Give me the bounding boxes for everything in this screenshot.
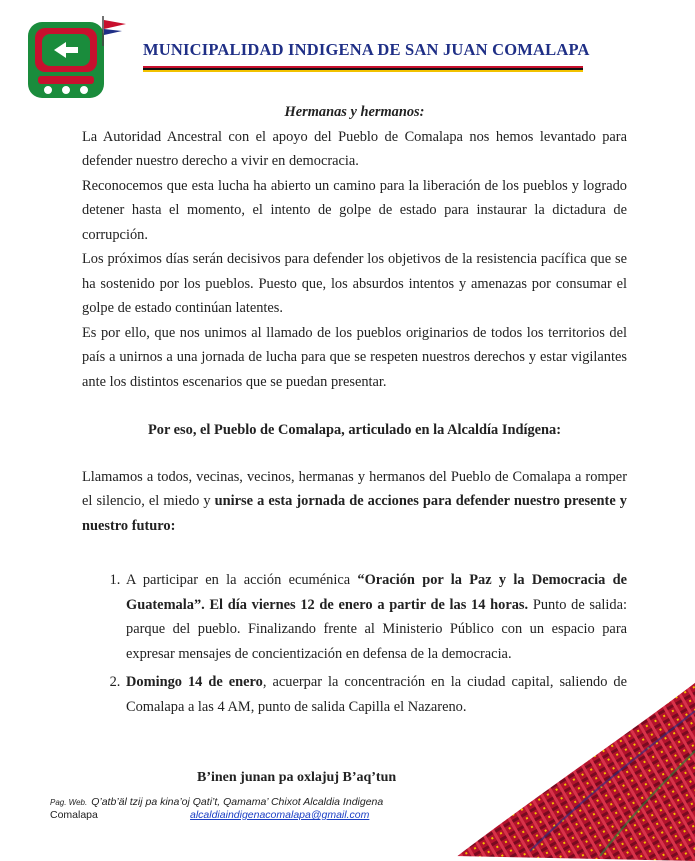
paragraph: La Autoridad Ancestral con el apoyo del Pueblo de Comalapa nos hemos levantado para defender nuestro derecho a vivir en democracia.: [82, 128, 627, 169]
flag-icon: [100, 16, 128, 46]
footer-city: Comalapa: [50, 809, 98, 821]
footer: [50, 796, 383, 822]
web-text: Q’atb’äl tzij pa kina’oj Qati’t, Qamama’ Chixot Alcaldia Indigena: [91, 796, 384, 808]
header-stripes: [143, 66, 583, 72]
web-label: Pag. Web.: [50, 798, 88, 807]
item-text: Punto de salida: parque del pueblo. Finalizando frente al Ministerio Público con un espacio para expresar mensajes de concientización en defensa de la democracia.: [126, 596, 627, 662]
textile-corner-decoration: [450, 671, 695, 861]
paragraph: Es por ello, que nos unimos al llamado de los pueblos originarios de todos los territorios del país a unirnos a una jornada de lucha para que se respeten nuestros derechos y estar vigilantes ante los distintos escenarios que se puedan presentar.: [82, 324, 627, 390]
greeting: Hermanas y hermanos:: [284, 104, 425, 120]
org-title: MUNICIPALIDAD INDIGENA DE SAN JUAN COMALAPA: [143, 40, 590, 59]
call-to-action: [82, 465, 627, 539]
letter-body: [82, 96, 627, 723]
item-text: A participar en la acción ecuménica: [126, 572, 358, 588]
item-bold: “Oración por la Paz y la Democracia de Guatemala”. El día viernes 12 de enero a partir de las 14 horas.: [126, 572, 627, 613]
paragraph: Reconocemos que esta lucha ha abierto un camino para la liberación de los pueblos y logrado detener hasta el momento, el intento de golpe de estado para instaurar la dictadura de corrupción.: [82, 177, 627, 243]
call-text: Llamamos a todos, vecinas, vecinos, hermanas y hermanos del Pueblo de Comalapa a romper el silencio, el miedo y: [82, 468, 627, 509]
section-heading: Por eso, el Pueblo de Comalapa, articulado en la Alcaldía Indígena:: [147, 422, 562, 438]
list-item: [124, 568, 627, 666]
paragraph: Los próximos días serán decisivos para defender los objetivos de la resistencia pacífica que se ha sostenido por los pueblos. Puesto que, los absurdos intentos y amenazas por consumar el golpe de estado continúan latentes.: [82, 251, 627, 316]
closing-line: B’inen junan pa oxlajuj B’aq’tun: [197, 770, 397, 785]
call-bold: unirse a esta jornada de acciones para defender nuestro presente y nuestro futuro:: [82, 493, 627, 534]
email-link[interactable]: alcaldiaindigenacomalapa@gmail.com: [190, 809, 370, 821]
item-text: , acuerpar la concentración en la ciudad capital, saliendo de Comalapa a las 4 AM, punto de salida Capilla el Nazareno.: [126, 674, 627, 715]
item-bold: Domingo 14 de enero: [126, 674, 263, 690]
